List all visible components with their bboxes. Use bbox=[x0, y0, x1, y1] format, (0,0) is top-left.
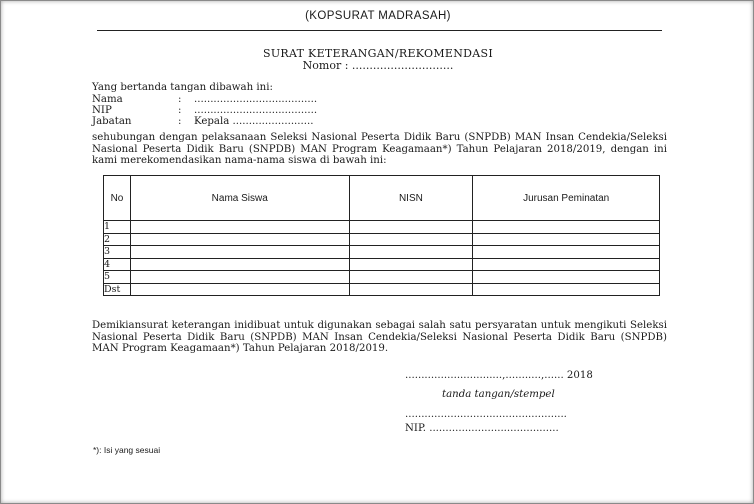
cell-nama bbox=[130, 258, 349, 271]
cell-nisn bbox=[349, 283, 473, 296]
row-number: 5 bbox=[104, 271, 131, 284]
cell-nama bbox=[130, 271, 349, 284]
letter-title: SURAT KETERANGAN/REKOMENDASI bbox=[262, 47, 493, 60]
header-jurusan: Jurusan Peminatan bbox=[473, 176, 660, 221]
body-paragraph: sehubungan dengan pelaksanaan Seleksi Nasional Peserta Didik Baru (SNPDB) MAN Insan Cendekia/Seleksi Nasional Peserta Didik Baru (SNPDB) MAN Program Keagamaan*) Tahun Pelajaran 2018/2019, dengan ini kami merekomendasikan nama-nama siswa di bawah ini: bbox=[92, 132, 667, 167]
cell-jurusan bbox=[473, 283, 660, 296]
cell-nisn bbox=[349, 271, 473, 284]
row-number: 1 bbox=[104, 221, 131, 234]
field-label: NIP bbox=[92, 105, 112, 116]
letterhead-placeholder: (KOPSURAT MADRASAH) bbox=[305, 10, 451, 22]
cell-nisn bbox=[349, 246, 473, 259]
cell-jurusan bbox=[473, 271, 660, 284]
signature-name-line: .................................................. bbox=[405, 409, 567, 420]
row-number: 2 bbox=[104, 233, 131, 246]
table-row bbox=[104, 233, 660, 246]
field-label: Nama bbox=[92, 94, 123, 105]
field-colon: : bbox=[178, 94, 182, 105]
cell-nama bbox=[130, 233, 349, 246]
header-no: No bbox=[104, 176, 131, 221]
field-value: ...................................... bbox=[194, 94, 318, 105]
cell-jurusan bbox=[473, 246, 660, 259]
signature-caption: tanda tangan/stempel bbox=[442, 389, 555, 400]
cell-nama bbox=[130, 246, 349, 259]
header-nama-siswa: Nama Siswa bbox=[130, 176, 349, 221]
field-value: Kepala ......................... bbox=[194, 116, 314, 127]
field-colon: : bbox=[178, 116, 182, 127]
table-row bbox=[104, 221, 660, 234]
signature-date: ..............................,...........,...... 2018 bbox=[405, 370, 593, 381]
cell-nisn bbox=[349, 258, 473, 271]
cell-jurusan bbox=[473, 258, 660, 271]
row-number: 4 bbox=[104, 258, 131, 271]
cell-jurusan bbox=[473, 221, 660, 234]
header-nisn: NISN bbox=[349, 176, 473, 221]
letterhead-rule bbox=[97, 30, 662, 31]
field-value: ...................................... bbox=[194, 105, 318, 116]
intro-text: Yang bertanda tangan dibawah ini: bbox=[92, 82, 273, 93]
footnote: *): Isi yang sesuai bbox=[93, 445, 161, 455]
table-row bbox=[104, 258, 660, 271]
table-header-row bbox=[104, 176, 660, 221]
cell-nama bbox=[130, 221, 349, 234]
row-number: 3 bbox=[104, 246, 131, 259]
field-jabatan bbox=[92, 116, 314, 127]
table-row bbox=[104, 283, 660, 296]
signature-nip: NIP. ........................................ bbox=[405, 423, 559, 434]
field-colon: : bbox=[178, 105, 182, 116]
cell-nama bbox=[130, 283, 349, 296]
letter-number: Nomor : ............................. bbox=[302, 59, 454, 72]
row-number: Dst bbox=[104, 283, 131, 296]
cell-nisn bbox=[349, 221, 473, 234]
field-label: Jabatan bbox=[92, 116, 132, 127]
cell-jurusan bbox=[473, 233, 660, 246]
student-table bbox=[103, 175, 660, 296]
cell-nisn bbox=[349, 233, 473, 246]
closing-paragraph: Demikiansurat keterangan inidibuat untuk digunakan sebagai salah satu persyaratan untuk mengikuti Seleksi Nasional Peserta Didik Baru (SNPDB) MAN Insan Cendekia/Seleksi Nasional Peserta Didik Baru (SNPDB) MAN Program Keagamaan*) Tahun Pelajaran 2018/2019. bbox=[92, 320, 667, 355]
table-row bbox=[104, 271, 660, 284]
table-row bbox=[104, 246, 660, 259]
field-nama bbox=[92, 94, 317, 105]
field-nip bbox=[92, 105, 317, 116]
